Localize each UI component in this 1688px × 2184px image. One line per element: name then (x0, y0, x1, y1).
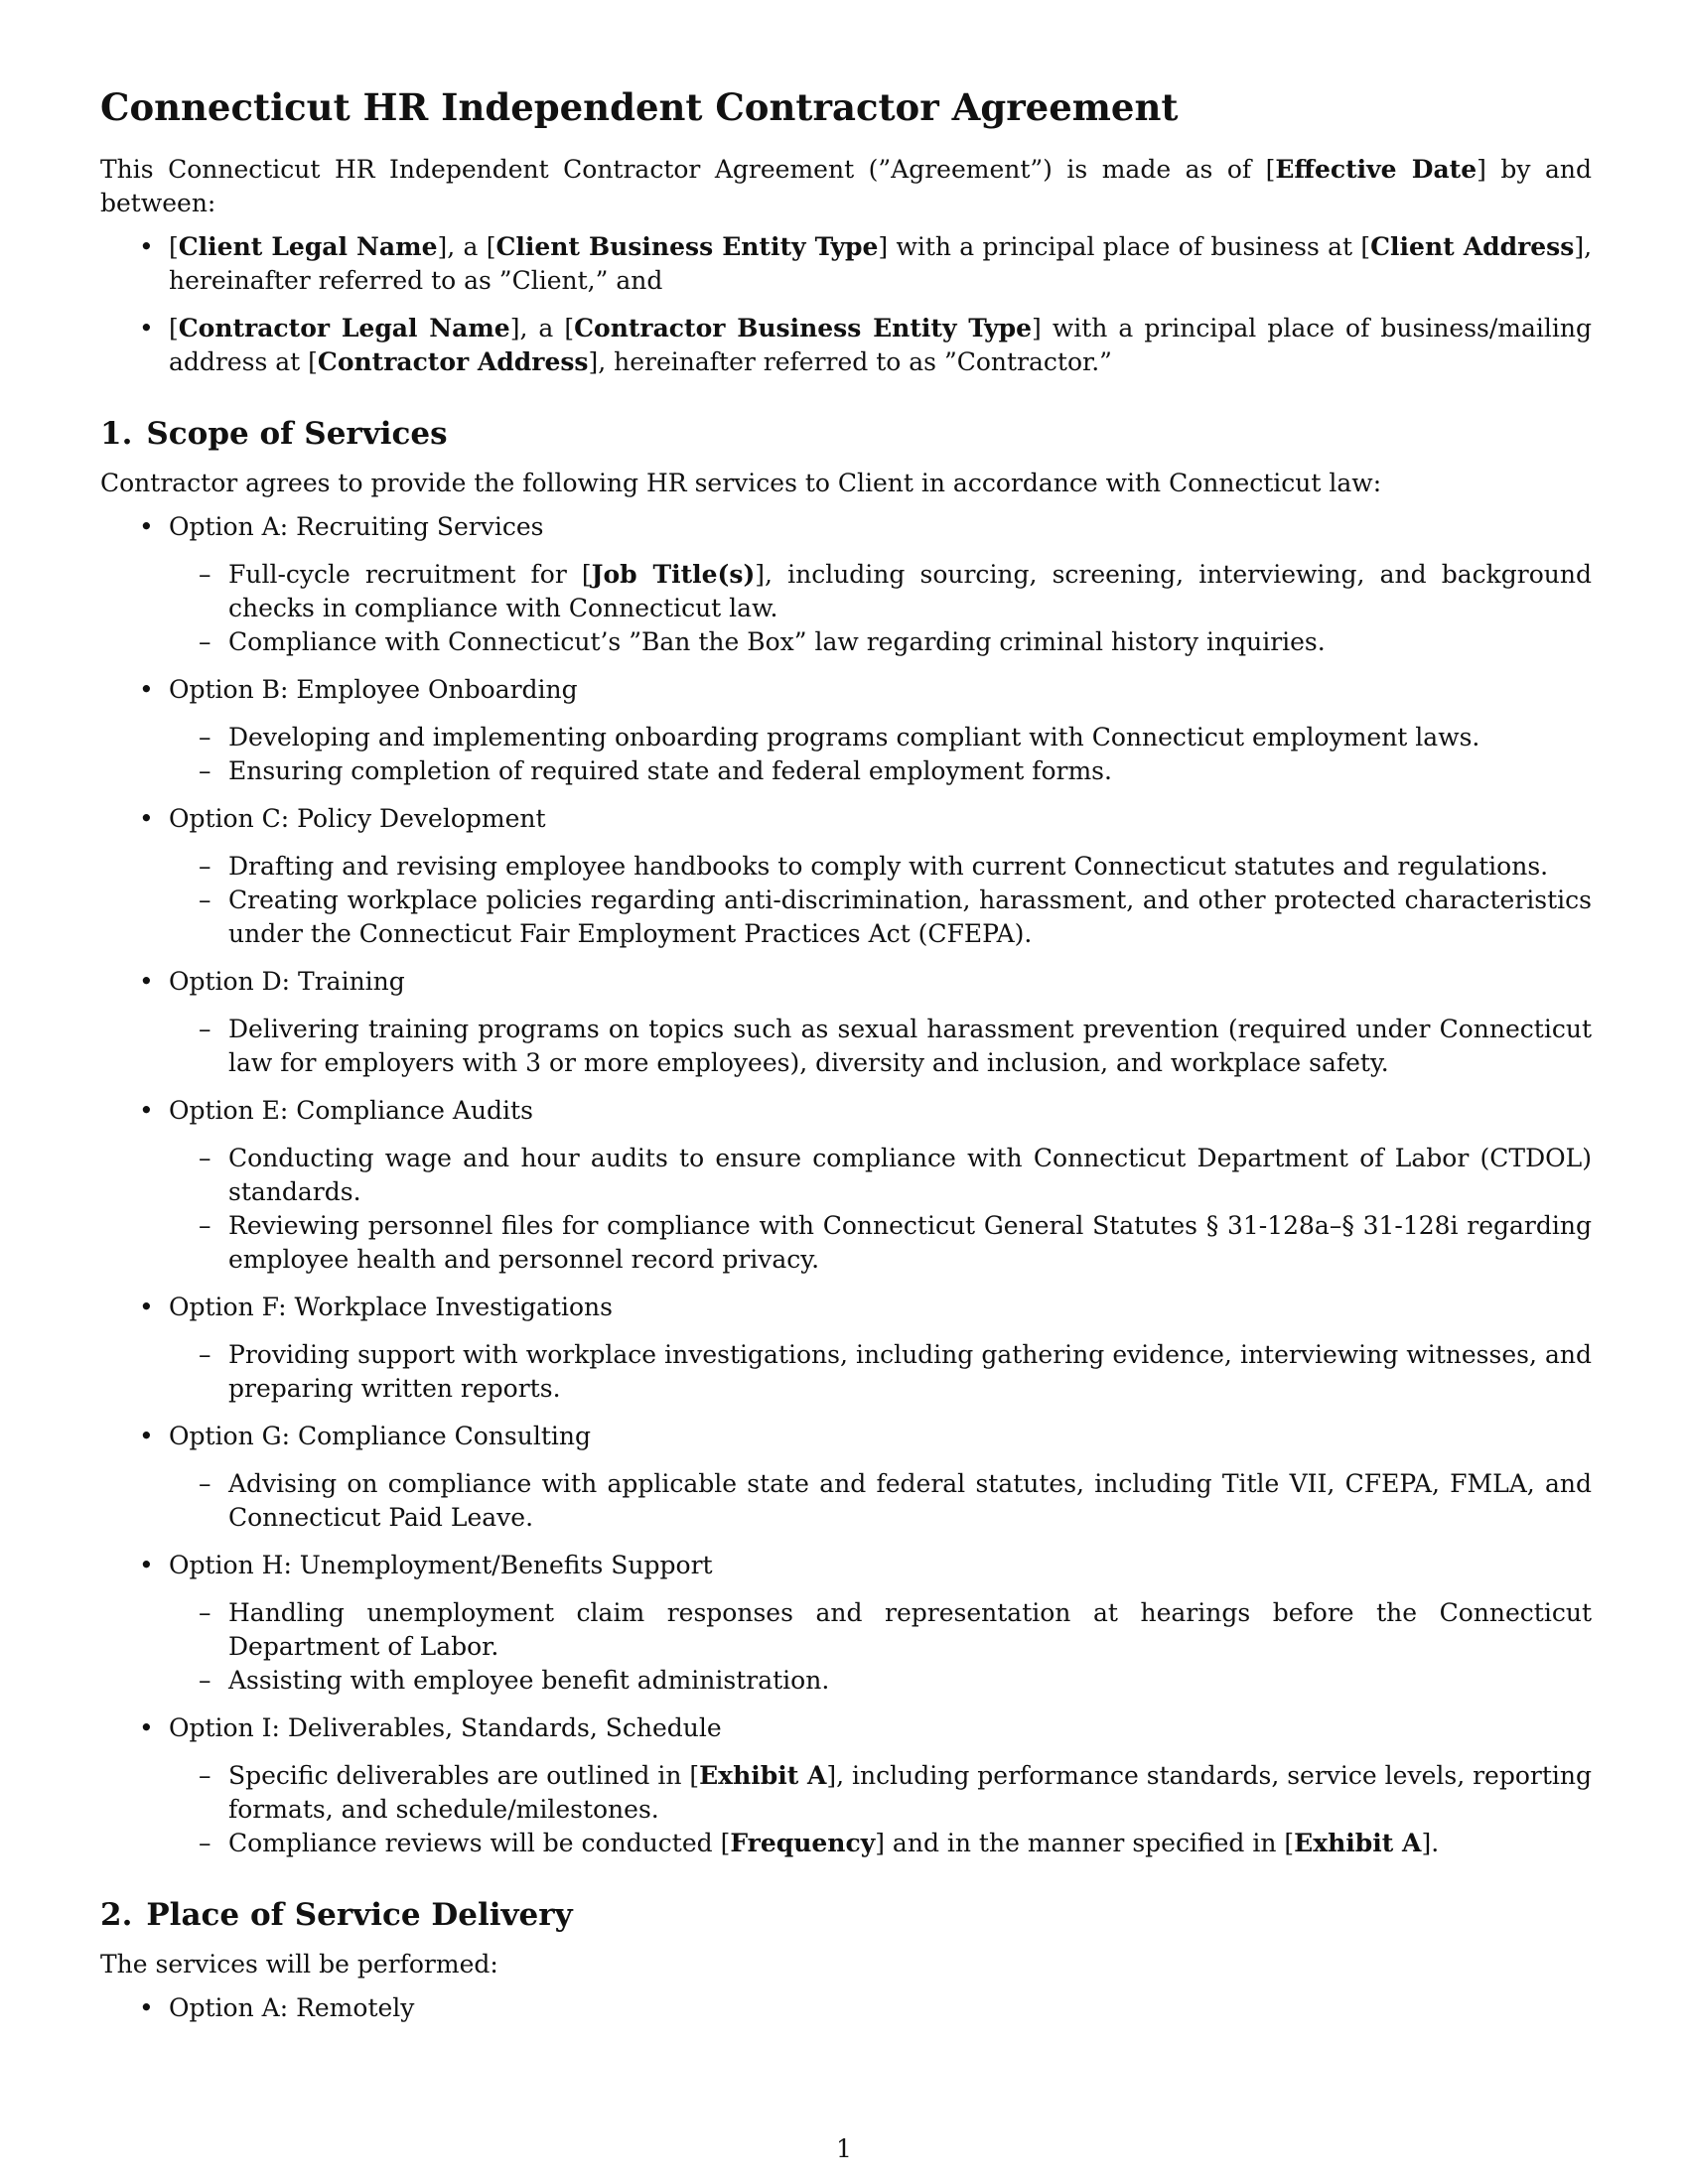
text: ] and in the manner specified in [ (875, 1829, 1295, 1857)
text: ], including sourcing, screening, interviewing, and background checks in compliance with Connecticut law. (228, 560, 1592, 622)
section-title: Scope of Services (146, 416, 448, 452)
option-label: Option E: Compliance Audits (169, 1096, 533, 1125)
option-f-items (169, 1338, 1592, 1406)
option-label: Option G: Compliance Consulting (169, 1422, 591, 1450)
option-label: Option F: Workplace Investigations (169, 1293, 613, 1321)
option-label: Option D: Training (169, 967, 405, 996)
list-item: – Delivering training programs on topics such as sexual harassment prevention (required under Connecticut law for employers with 3 or more employees), diversity and inclusion, and workplace safety. (169, 1013, 1592, 1080)
list-item: – Providing support with workplace investigations, including gathering evidence, interviewing witnesses, and preparing written reports. (169, 1338, 1592, 1406)
text: ] with a principal place of business/mailing address at [ (169, 314, 1592, 376)
contractor-address-placeholder: Contractor Address (317, 347, 589, 376)
option-label: Option C: Policy Development (169, 804, 546, 833)
document-page (100, 85, 1592, 2039)
option-a-remote: • Option A: Remotely (100, 1991, 1592, 2025)
list-item: – Ensuring completion of required state and federal employment forms. (169, 754, 1592, 788)
list-item (169, 1759, 1592, 1827)
list-item: – Reviewing personnel files for compliance with Connecticut General Statutes § 31-128a–§ 31-128i regarding employee health and personnel record privacy. (169, 1209, 1592, 1277)
document-title: Connecticut HR Independent Contractor Agreement (100, 85, 1179, 129)
option-g (100, 1420, 1592, 1535)
list-item: – Developing and implementing onboarding programs compliant with Connecticut employment laws. (169, 721, 1592, 754)
option-h (100, 1549, 1592, 1698)
page-number: 1 (836, 2134, 852, 2163)
option-label: Option H: Unemployment/Benefits Support (169, 1551, 713, 1579)
option-label: Option A: Recruiting Services (169, 512, 544, 541)
exhibit-a-placeholder: Exhibit A (1294, 1829, 1422, 1857)
option-f (100, 1291, 1592, 1406)
option-d (100, 965, 1592, 1080)
client-address-placeholder: Client Address (1370, 232, 1575, 261)
intro-text: This Connecticut HR Independent Contractor Agreement (”Agreement”) is made as of [ (100, 155, 1276, 184)
option-e (100, 1094, 1592, 1277)
list-item: – Handling unemployment claim responses and representation at hearings before the Connecticut Department of Labor. (169, 1596, 1592, 1664)
option-a-items (169, 558, 1592, 659)
option-h-items (169, 1596, 1592, 1698)
option-i (100, 1711, 1592, 1860)
client-party (100, 230, 1592, 298)
text: ], including performance standards, service levels, reporting formats, and schedule/milestones. (228, 1761, 1592, 1824)
option-label: Option B: Employee Onboarding (169, 675, 578, 704)
bracket: [ (169, 314, 179, 342)
list-item (169, 1827, 1592, 1860)
contractor-entity-placeholder: Contractor Business Entity Type (574, 314, 1033, 342)
text: Compliance reviews will be conducted [ (228, 1829, 731, 1857)
delivery-options-list (100, 1991, 1592, 2025)
option-c-items (169, 850, 1592, 951)
contractor-party (100, 312, 1592, 379)
section-2-intro: The services will be performed: (100, 1950, 498, 1979)
bracket: [ (169, 232, 179, 261)
text: ], hereinafter referred to as ”Contractor.” (588, 347, 1112, 376)
job-title-placeholder: Job Title(s) (591, 560, 756, 589)
parties-list (100, 230, 1592, 379)
intro-paragraph (100, 153, 1592, 220)
text: ] with a principal place of business at [ (878, 232, 1371, 261)
text: ], a [ (509, 314, 575, 342)
option-e-items (169, 1142, 1592, 1277)
list-item (169, 558, 1592, 625)
list-item: – Drafting and revising employee handbooks to comply with current Connecticut statutes and regulations. (169, 850, 1592, 884)
section-1-intro: Contractor agrees to provide the following HR services to Client in accordance with Connecticut law: (100, 469, 1382, 497)
contractor-name-placeholder: Contractor Legal Name (178, 314, 510, 342)
section-2-heading (100, 1896, 1592, 1934)
list-item: – Conducting wage and hour audits to ensure compliance with Connecticut Department of Labor (CTDOL) standards. (169, 1142, 1592, 1209)
client-entity-placeholder: Client Business Entity Type (495, 232, 879, 261)
text: Full-cycle recruitment for [ (228, 560, 592, 589)
option-i-items (169, 1759, 1592, 1860)
list-item: – Compliance with Connecticut’s ”Ban the Box” law regarding criminal history inquiries. (169, 625, 1592, 659)
text: ]. (1421, 1829, 1440, 1857)
option-g-items (169, 1467, 1592, 1535)
option-d-items (169, 1013, 1592, 1080)
list-item: – Creating workplace policies regarding anti-discrimination, harassment, and other protected characteristics under the Connecticut Fair Employment Practices Act (CFEPA). (169, 884, 1592, 951)
exhibit-a-placeholder: Exhibit A (699, 1761, 827, 1790)
list-item: – Assisting with employee benefit administration. (169, 1664, 1592, 1698)
effective-date-placeholder: Effective Date (1275, 155, 1477, 184)
frequency-placeholder: Frequency (730, 1829, 876, 1857)
client-name-placeholder: Client Legal Name (178, 232, 438, 261)
list-item: – Advising on compliance with applicable state and federal statutes, including Title VII, CFEPA, FMLA, and Connecticut Paid Leave. (169, 1467, 1592, 1535)
intro-text-end: ] by and between: (100, 155, 1592, 217)
section-1-heading (100, 415, 1592, 453)
option-c (100, 802, 1592, 951)
section-title: Place of Service Delivery (146, 1897, 573, 1933)
text: ], a [ (437, 232, 496, 261)
option-b (100, 673, 1592, 788)
text: ], hereinafter referred to as ”Client,” and (169, 232, 1593, 295)
option-label: Option I: Deliverables, Standards, Schedule (169, 1713, 722, 1742)
option-a (100, 510, 1592, 659)
section-number: 2. (100, 1897, 133, 1933)
services-options-list (100, 510, 1592, 1860)
text: Specific deliverables are outlined in [ (228, 1761, 700, 1790)
section-number: 1. (100, 416, 133, 452)
option-b-items (169, 721, 1592, 788)
